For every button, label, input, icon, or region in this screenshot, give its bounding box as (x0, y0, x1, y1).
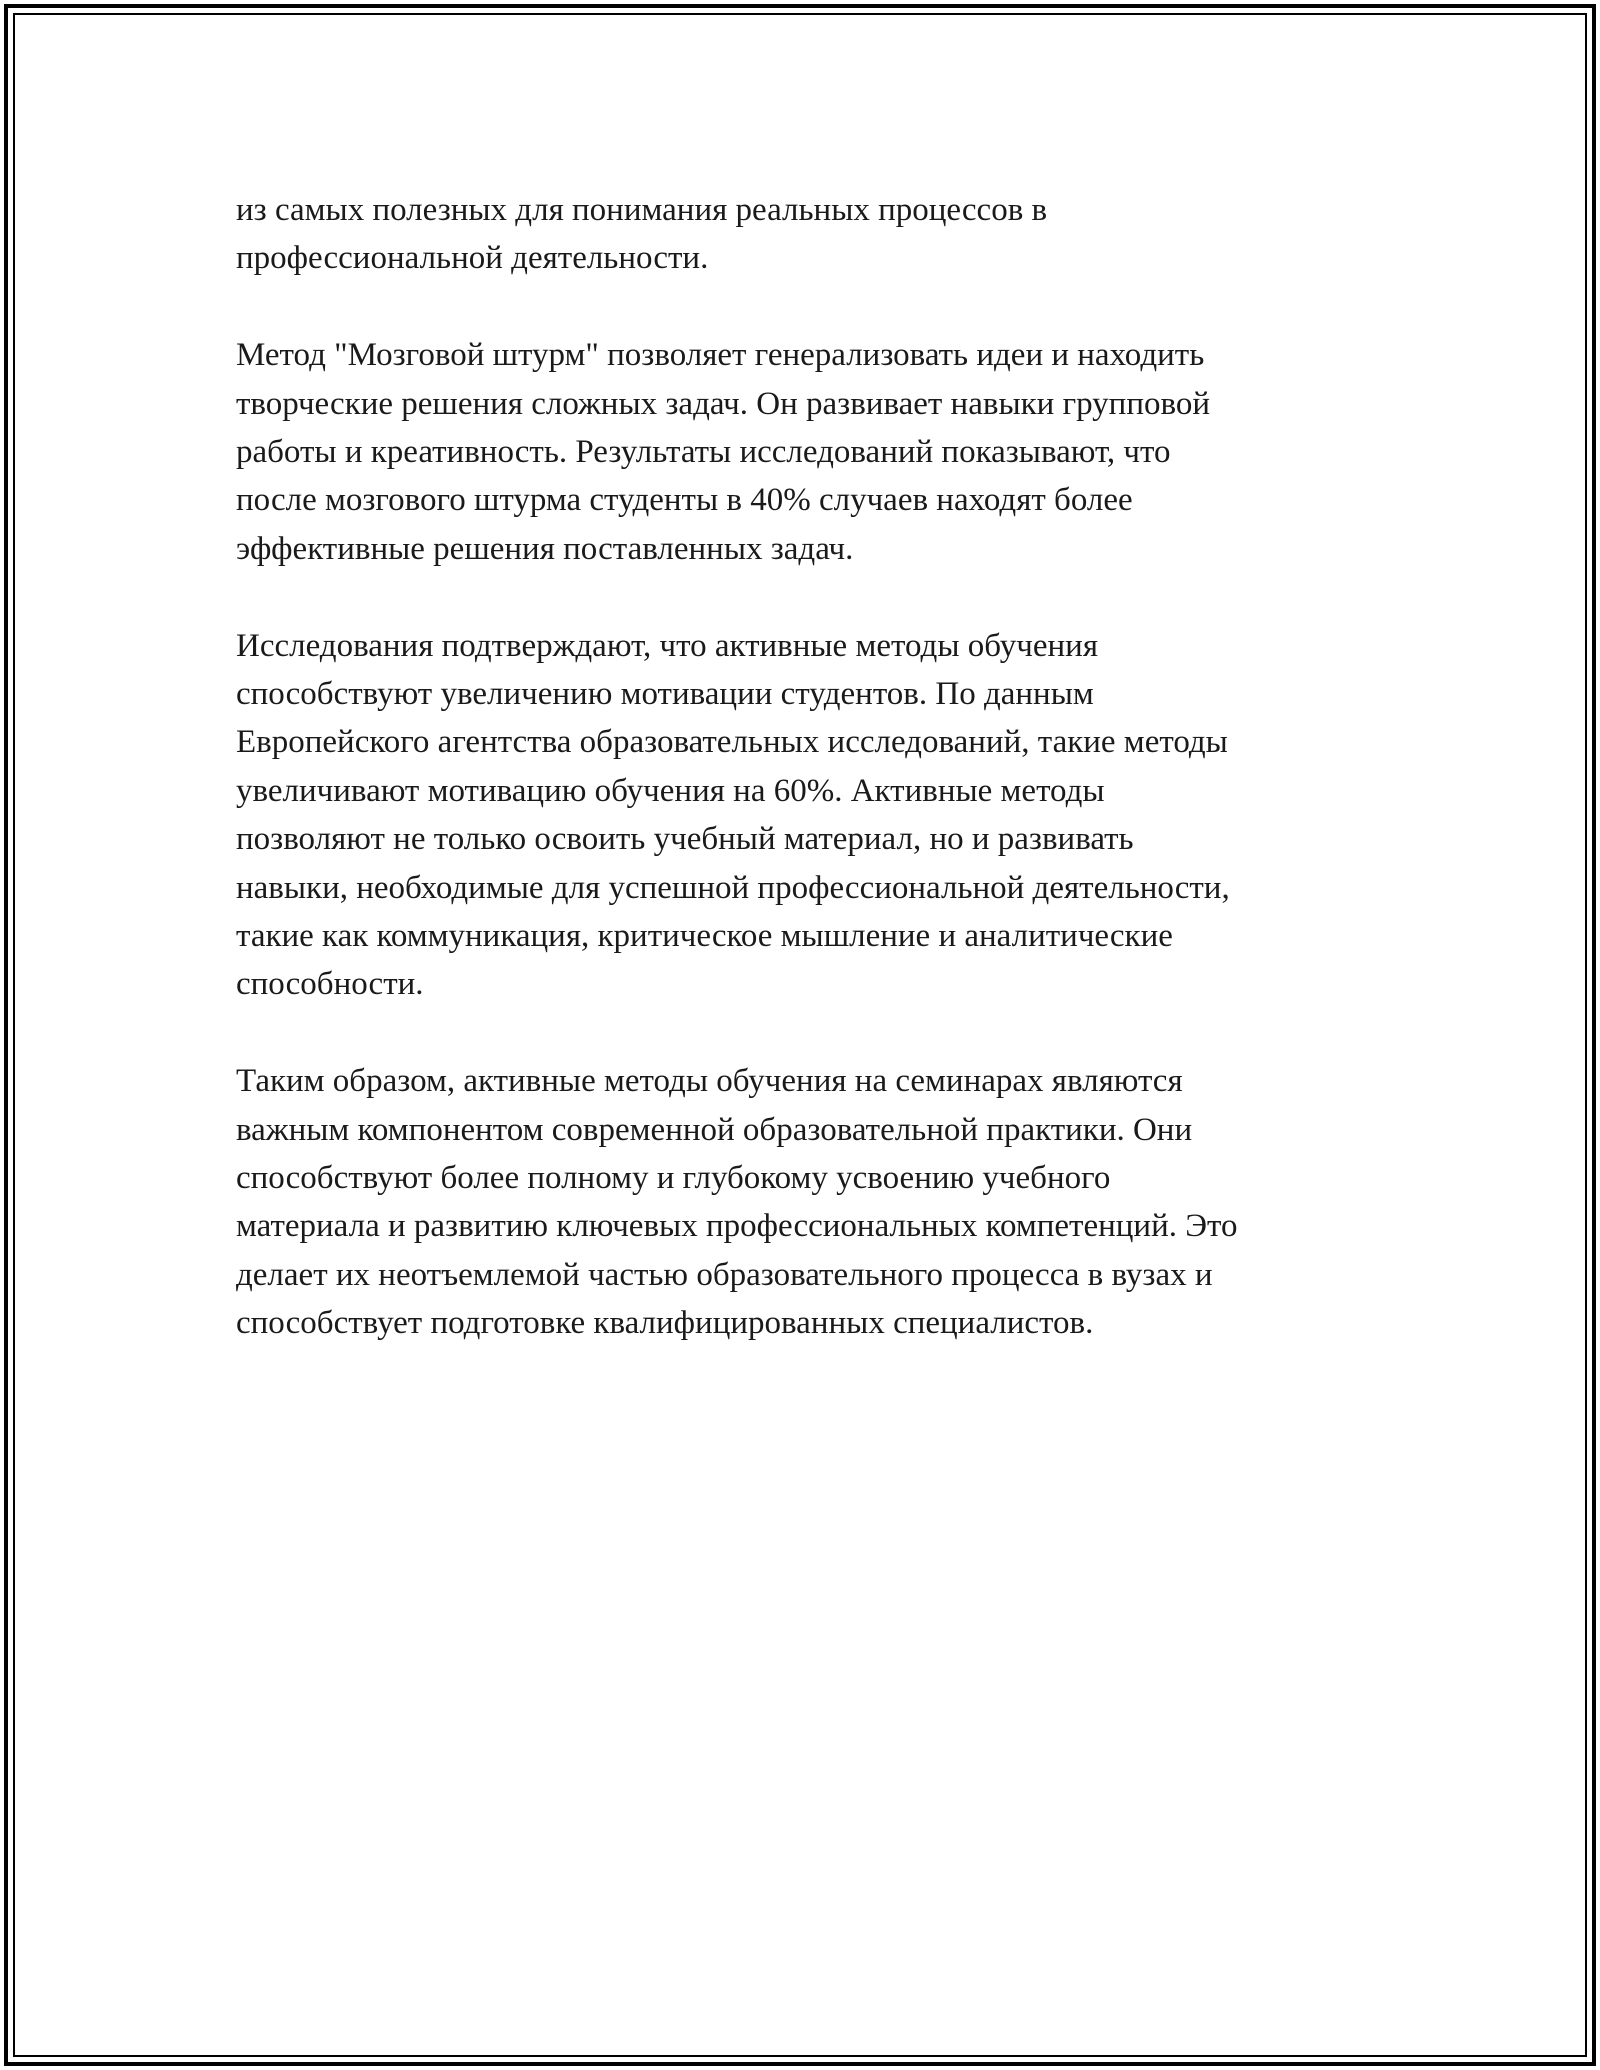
document-body (236, 186, 1366, 1396)
paragraph-conclusion: Таким образом, активные методы обучения на семинарах являются важным компонентом современной образовательной практики. Они способствуют более полному и глубокому усвоению учебного материала и развитию ключевых профессиональных компетенций. Это делает их неотъемлемой частью образовательного процесса в вузах и способствует подготовке квалифицированных специалистов. (236, 1063, 1238, 1342)
paragraph-continuation: из самых полезных для понимания реальных процессов в профессиональной деятельности. (236, 192, 1048, 277)
paragraph-brainstorm: Метод "Мозговой штурм" позволяет генерализовать идеи и находить творческие решения сложных задач. Он развивает навыки групповой работы и креативность. Результаты исследований показывают, что после мозгового штурма студенты в 40% случаев находят более эффективные решения поставленных задач. (236, 337, 1210, 567)
paragraph-research-motivation: Исследования подтверждают, что активные методы обучения способствуют увеличению мотивации студентов. По данным Европейского агентства образовательных исследований, такие методы увеличивают мотивацию обучения на 60%. Активные методы позволяют не только освоить учебный материал, но и развивать навыки, необходимые для успешной профессиональной деятельности, такие как коммуникация, критическое мышление и аналитические способности. (236, 627, 1230, 1003)
